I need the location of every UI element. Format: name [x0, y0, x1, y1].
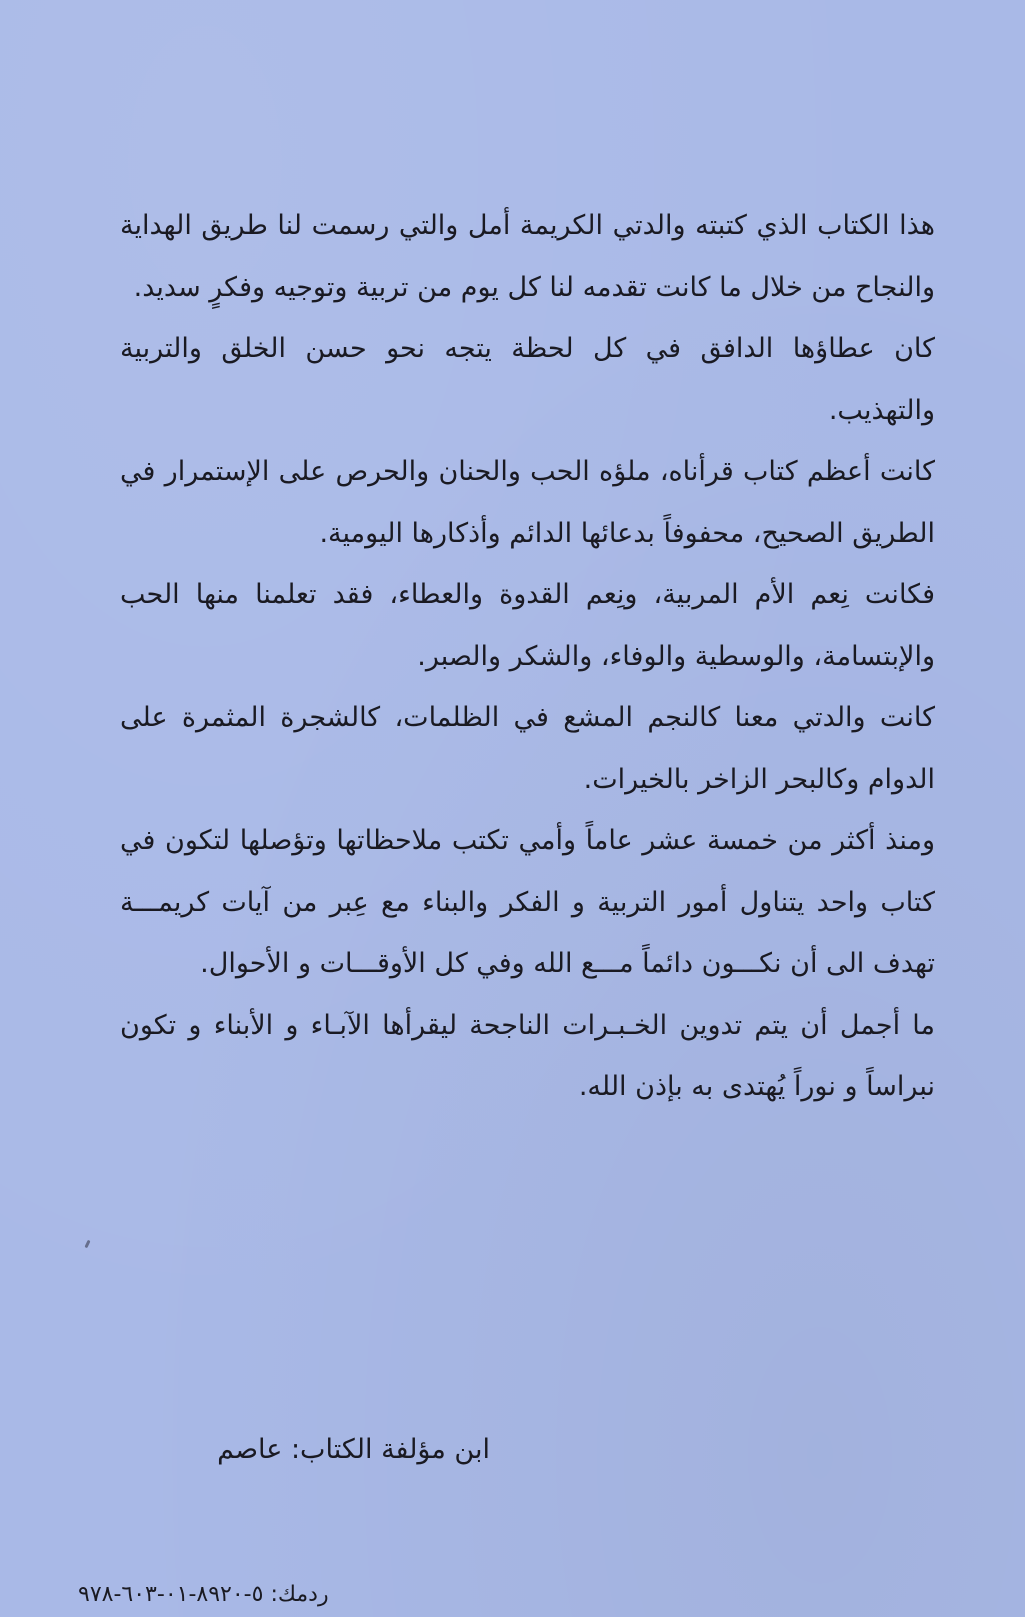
paragraph-2: كان عطاؤها الدافق في كل لحظة يتجه نحو حسن الخلق والتربية والتهذيب. — [120, 333, 935, 426]
dedication-text — [120, 195, 935, 1118]
paragraph-1: هذا الكتاب الذي كتبته والدتي الكريمة أمل والتي رسمت لنا طريق الهداية والنجاح من خلال ما كانت تقدمه لنا كل يوم من تربية وتوجيه وفكرٍ سديد. — [120, 210, 935, 303]
paragraph-6: ومنذ أكثر من خمسة عشر عاماً وأمي تكتب ملاحظاتها وتؤصلها لتكون في كتاب واحد يتناول أمور التربية و الفكر والبناء مع عِبر من آيات كريمـــة تهدف الى أن نكـــون دائماً مـــع الله وفي كل الأوقـــات و الأحوال. — [120, 825, 935, 979]
paragraph-7: ما أجمل أن يتم تدوين الخـبـرات الناجحة ليقرأها الآبـاء و الأبناء و تكون نبراساً و نوراً يُهتدى به بإذن الله. — [120, 1009, 935, 1102]
paragraph-4: فكانت نِعم الأم المربية، ونِعم القدوة والعطاء، فقد تعلمنا منها الحب والإبتسامة، والوسطية والوفاء، والشكر والصبر. — [120, 579, 935, 672]
paper-speck — [84, 1240, 90, 1249]
paragraph-3: كانت أعظم كتاب قرأناه، ملؤه الحب والحنان والحرص على الإستمرار في الطريق الصحيح، محفوفاً بدعائها الدائم وأذكارها اليومية. — [120, 456, 935, 549]
isbn-number: ردمك: ٥-٨٩٢٠-٠١-٦٠٣-٩٧٨ — [78, 1582, 329, 1607]
author-signature: ابن مؤلفة الكتاب: عاصم — [217, 1434, 490, 1465]
paragraph-5: كانت والدتي معنا كالنجم المشع في الظلمات، كالشجرة المثمرة على الدوام وكالبحر الزاخر بالخيرات. — [120, 702, 935, 795]
